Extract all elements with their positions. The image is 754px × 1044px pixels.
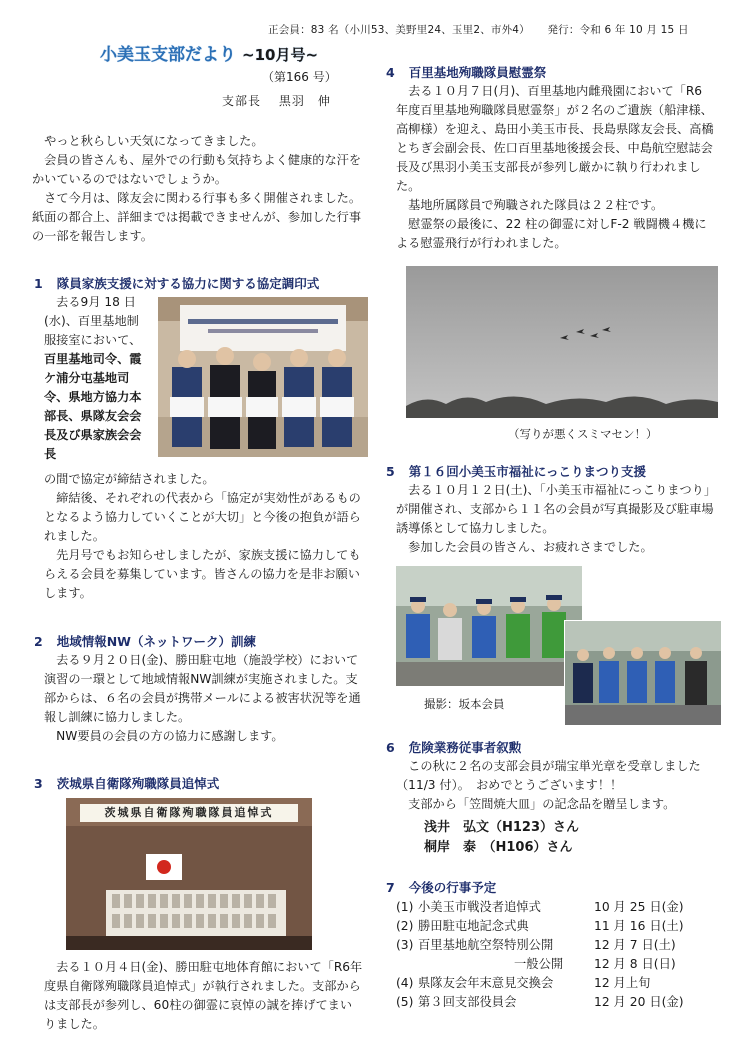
member-count: 正会員：83 名（小川53、美野里24、玉里2、市外4） [268,24,530,36]
schedule-no: (3) [396,938,414,952]
signing-ceremony-photo [158,297,368,457]
memorial-flight-photo [406,266,718,418]
schedule-no: (2) [396,919,414,933]
memorial-banner: 茨城県自衛隊殉職隊員追悼式 [80,804,298,822]
section-number: 6 [386,740,395,755]
schedule-event: 勝田駐屯地記念式典 [418,919,529,933]
schedule-event: 小美玉市戦没者追悼式 [418,900,541,914]
s3-text: 去る１０月４日(金)、勝田駐屯地体育館において「R6年度県自衛隊殉職隊員追悼式」が執行されました。支部からは支部長が参列し、60柱の御霊に哀悼の誠を捧げてまいりました。 [44,960,363,1031]
s1-intro: 去る9月 18 日(水)、百里基地制服接室において、 [44,295,142,347]
s2-text: 去る９月２０日(金)、勝田駐屯地（施設学校）において演習の一環として地域情報NW訓練が実施されました。支部からは、６名の会員が携帯メールによる被害状況等を通報し訓練に協力しました。 [44,653,361,724]
section-1-text-left [44,293,148,485]
section-2-text [44,651,364,746]
schedule-event: 県隊友会年末意見交換会 [418,976,554,990]
schedule-item [396,993,718,1012]
section-1-text-rest [44,470,364,603]
section-3-text [44,958,364,1034]
title-month: ~10月号~ [242,46,319,64]
schedule-item [396,955,718,974]
newsletter-title [100,40,318,65]
festival-group-photo-1 [396,566,582,686]
section-4-heading [386,63,546,81]
section-title: 隊員家族支援に対する協力に関する協定調印式 [56,276,320,291]
memorial-ceremony-photo [66,798,312,950]
section-2-heading [34,632,256,650]
s5-text: 去る１０月１２日(土)、「小美玉市福祉にっこりまつり」が開催され、支部から１１名の会員が写真撮影及び駐車場誘導係として協力しました。 [396,483,717,535]
schedule-no: (5) [396,995,414,1009]
section-number: 4 [386,65,395,80]
honoree-1: 浅井 弘文（H123）さん [424,820,580,835]
section-title: 茨城県自衛隊殉職隊員追悼式 [56,776,220,791]
section-title: 百里基地殉職隊員慰霊祭 [408,65,547,80]
festival-group-photo-2 [564,620,722,726]
header-info [268,22,689,37]
schedule-date: 12 月上旬 [594,976,651,990]
schedule-event: 百里基地航空祭特別公開 [418,938,554,952]
s6-p2: 支部から「笠間焼大皿」の記念品を贈呈します。 [396,797,676,811]
honoree-2: 桐岸 泰 （H106）さん [424,840,573,855]
s4-p3: 慰霊祭の最後に、22 柱の御霊に対しF-2 戦闘機４機による慰霊飛行が行われました。 [396,217,707,250]
schedule-event: 一般公開 [514,957,564,971]
section-6-text [396,757,718,814]
s6-text: この秋に２名の支部会員が瑞宝単光章を受章しました（11/3 付）。 おめでとうございます！！ [396,759,701,792]
section-1-heading [34,274,319,292]
s4-p2: 基地所属隊員で殉職された隊員は２２柱です。 [396,198,664,212]
issue-number: （第166 号） [262,70,337,84]
section-number: 3 [34,776,43,791]
schedule-item [396,898,718,917]
s4-text: 去る１０月７日(月)、百里基地内雌飛園において「R6 年度百里基地殉職隊員慰霊祭」が２名のご遺族（船津様、高柳様）を迎え、島田小美玉市長、長島県隊友会長、高橋とちぎ会副会長、佐口百里基地後援会長、中島航空慰誌会長及び黒羽小美玉支部長が参列し厳かに執り行われました。 [396,84,714,193]
honoree-list [424,818,579,858]
section-number: 5 [386,464,395,479]
section-number: 7 [386,880,395,895]
schedule-date: 11 月 16 日(土) [594,919,684,933]
section-5-text [396,481,718,557]
s5-p2: 参加した会員の皆さん、お疲れさまでした。 [396,540,653,554]
chief-name: 支部長 黒羽 伸 [222,94,331,108]
issue-date: 発行：令和 6 年 10 月 15 日 [547,24,689,36]
schedule-no: (4) [396,976,414,990]
section-title: 第１６回小美玉市福祉にっこりまつり支援 [408,464,646,479]
section-title: 危険業務従事者叙勲 [408,740,522,755]
section-title: 今後の行事予定 [408,880,497,895]
schedule-list [396,898,718,1012]
schedule-item [396,974,718,993]
s1-p3: 先月号でもお知らせしましたが、家族支援に協力してもらえる会員を募集しています。皆さんの協力を是非お願いします。 [44,548,361,600]
section-number: 2 [34,634,43,649]
schedule-date: 12 月 7 日(土) [594,938,676,952]
schedule-date: 12 月 8 日(日) [594,957,676,971]
s2-p2: NW要員の会員の方の協力に感謝します。 [44,729,284,743]
schedule-item [396,936,718,955]
schedule-event: 第３回支部役員会 [418,995,517,1009]
intro-p1: やっと秋らしい天気になってきました。 [32,134,264,148]
section-5-heading [386,462,646,480]
intro-p3: さて今月は、隊友会に関わる行事も多く開催されました。紙面の都合上、詳細までは掲載できませんが、参加した行事の一部を報告します。 [32,191,362,243]
s1-text-rest: の間で協定が締結されました。 [44,472,215,486]
section-6-heading [386,738,521,756]
section-title: 地域情報NW（ネットワーク）訓練 [56,634,256,649]
schedule-item [396,917,718,936]
schedule-date: 10 月 25 日(金) [594,900,684,914]
section-4-text [396,82,718,253]
s1-parties: 百里基地司令、霞ケ浦分屯基地司令、県地方協力本部長、県隊友会会長及び県家族会会長 [44,352,142,461]
schedule-date: 12 月 20 日(金) [594,995,684,1009]
schedule-no: (1) [396,900,414,914]
festival-photo-caption: 撮影：坂本会員 [424,697,505,711]
s1-p2: 締結後、それぞれの代表から「協定が実効性があるものとなるよう協力していくことが大切」と今後の抱負が語られました。 [44,491,361,543]
section-3-heading [34,774,219,792]
section-number: 1 [34,276,43,291]
title-text: 小美玉支部だより [100,45,236,65]
intro-p2: 会員の皆さんも、屋外での行動も気持ちよく健康的な汗をかいているのではないでしょうか。 [32,153,362,186]
intro-text [32,132,364,246]
flight-photo-caption: （写りが悪くスミマセン！） [508,427,658,441]
section-7-heading [386,878,496,896]
